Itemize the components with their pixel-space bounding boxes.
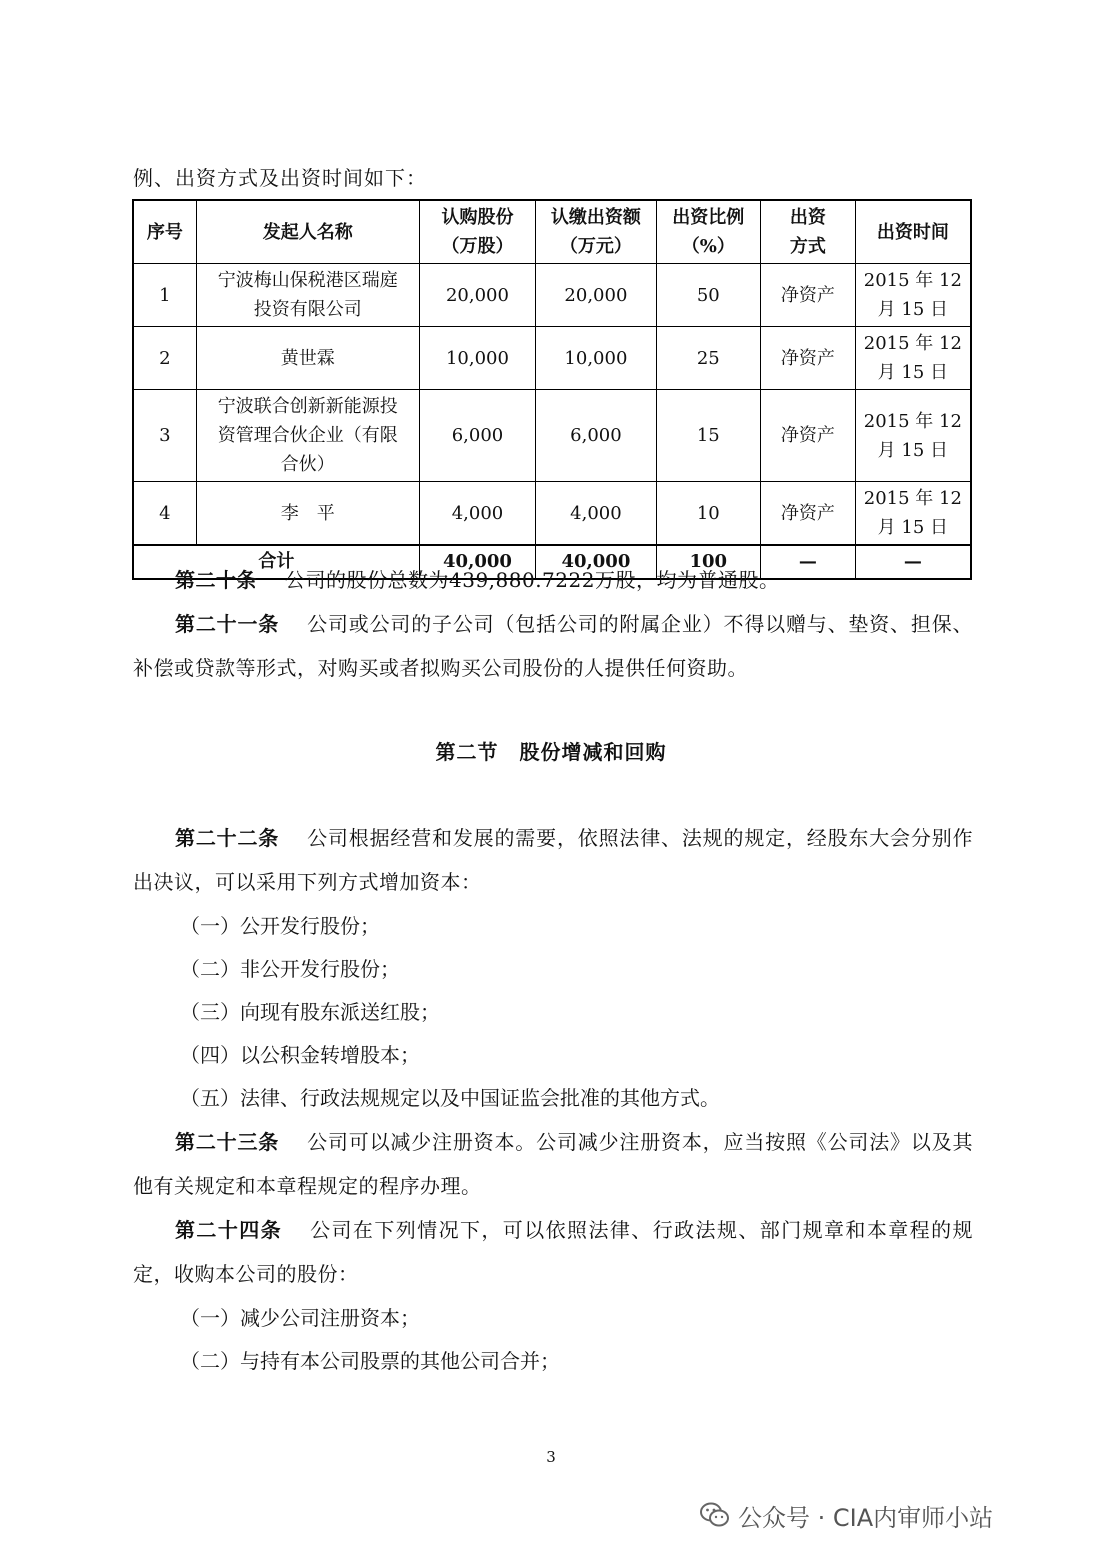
table-row: [133, 264, 971, 327]
article-22-text: 公司根据经营和发展的需要，依照法律、法规的规定，经股东大会分别作出决议，可以采用下列方式增加资本：: [133, 826, 974, 894]
cell-name: 宁波梅山保税港区瑞庭 投资有限公司: [196, 264, 419, 327]
list-item: （三）向现有股东派送红股；: [180, 1000, 440, 1024]
list-item: （五）法律、行政法规规定以及中国证监会批准的其他方式。: [180, 1086, 720, 1110]
cell-amount: 6,000: [536, 390, 656, 482]
cell-amount: 4,000: [536, 482, 656, 546]
cell-ratio: 10: [656, 482, 760, 546]
cell-ratio: 50: [656, 264, 760, 327]
list-item: （二）非公开发行股份；: [180, 957, 400, 981]
cell-shares: 6,000: [419, 390, 536, 482]
cell-method: 净资产: [760, 390, 855, 482]
header-ratio: 出资比例 （%）: [656, 200, 760, 264]
watermark: [700, 1495, 993, 1535]
watermark-text: 公众号 · CIA内审师小站: [738, 1503, 994, 1532]
cell-time: 2015 年 12 月 15 日: [855, 482, 971, 546]
article-24-text: 公司在下列情况下，可以依照法律、行政法规、部门规章和本章程的规定，收购本公司的股份：: [133, 1218, 974, 1286]
cell-no: 4: [133, 482, 196, 546]
cell-method: 净资产: [760, 482, 855, 546]
intro-text: 例、出资方式及出资时间如下：: [133, 166, 427, 190]
article-23-lead: 第二十三条: [175, 1130, 280, 1154]
header-method: 出资 方式: [760, 200, 855, 264]
article-24-lead: 第二十四条: [175, 1218, 283, 1242]
article-20-text: 公司的股份总数为439,880.7222万股，均为普通股。: [285, 568, 780, 592]
cell-shares: 10,000: [419, 327, 536, 390]
total-method: —: [760, 545, 855, 579]
list-item: （一）公开发行股份；: [180, 914, 380, 938]
promoters-table: [132, 199, 972, 580]
table-row: [133, 327, 971, 390]
article-22: [133, 816, 973, 904]
table-row: [133, 390, 971, 482]
total-amount: 40,000: [536, 545, 656, 579]
section-heading: 第二节 股份增减和回购: [435, 740, 667, 764]
table-header-row: [133, 200, 971, 264]
cell-no: 2: [133, 327, 196, 390]
list-item: （一）减少公司注册资本；: [180, 1306, 420, 1330]
header-no: 序号: [133, 200, 196, 264]
header-amount: 认缴出资额 （万元）: [536, 200, 656, 264]
header-time: 出资时间: [855, 200, 971, 264]
cell-no: 3: [133, 390, 196, 482]
cell-ratio: 15: [656, 390, 760, 482]
article-23: [133, 1120, 973, 1208]
cell-shares: 4,000: [419, 482, 536, 546]
cell-method: 净资产: [760, 264, 855, 327]
article-23-text: 公司可以减少注册资本。公司减少注册资本，应当按照《公司法》以及其他有关规定和本章程规定的程序办理。: [133, 1130, 974, 1198]
total-label: 合计: [133, 545, 419, 579]
table-row: [133, 482, 971, 546]
total-time: —: [855, 545, 971, 579]
article-20: [133, 558, 973, 602]
header-name: 发起人名称: [196, 200, 419, 264]
cell-no: 1: [133, 264, 196, 327]
cell-name: 黄世霖: [196, 327, 419, 390]
cell-name: 李 平: [196, 482, 419, 546]
page-number: 3: [546, 1448, 556, 1466]
article-21: [133, 602, 973, 690]
article-21-text: 公司或公司的子公司（包括公司的附属企业）不得以赠与、垫资、担保、补偿或贷款等形式，对购买或者拟购买公司股份的人提供任何资助。: [133, 612, 974, 680]
list-item: （四）以公积金转增股本；: [180, 1043, 420, 1067]
cell-time: 2015 年 12 月 15 日: [855, 264, 971, 327]
wechat-icon: [700, 1502, 730, 1528]
cell-time: 2015 年 12 月 15 日: [855, 390, 971, 482]
cell-shares: 20,000: [419, 264, 536, 327]
list-item: （二）与持有本公司股票的其他公司合并；: [180, 1349, 560, 1373]
cell-name: 宁波联合创新新能源投 资管理合伙企业（有限 合伙）: [196, 390, 419, 482]
article-20-lead: 第二十条: [175, 568, 257, 592]
total-shares: 40,000: [419, 545, 536, 579]
cell-ratio: 25: [656, 327, 760, 390]
cell-amount: 10,000: [536, 327, 656, 390]
header-shares: 认购股份 （万股）: [419, 200, 536, 264]
cell-method: 净资产: [760, 327, 855, 390]
cell-time: 2015 年 12 月 15 日: [855, 327, 971, 390]
cell-amount: 20,000: [536, 264, 656, 327]
article-21-lead: 第二十一条: [175, 612, 280, 636]
article-24: [133, 1208, 973, 1296]
article-22-lead: 第二十二条: [175, 826, 280, 850]
total-ratio: 100: [656, 545, 760, 579]
